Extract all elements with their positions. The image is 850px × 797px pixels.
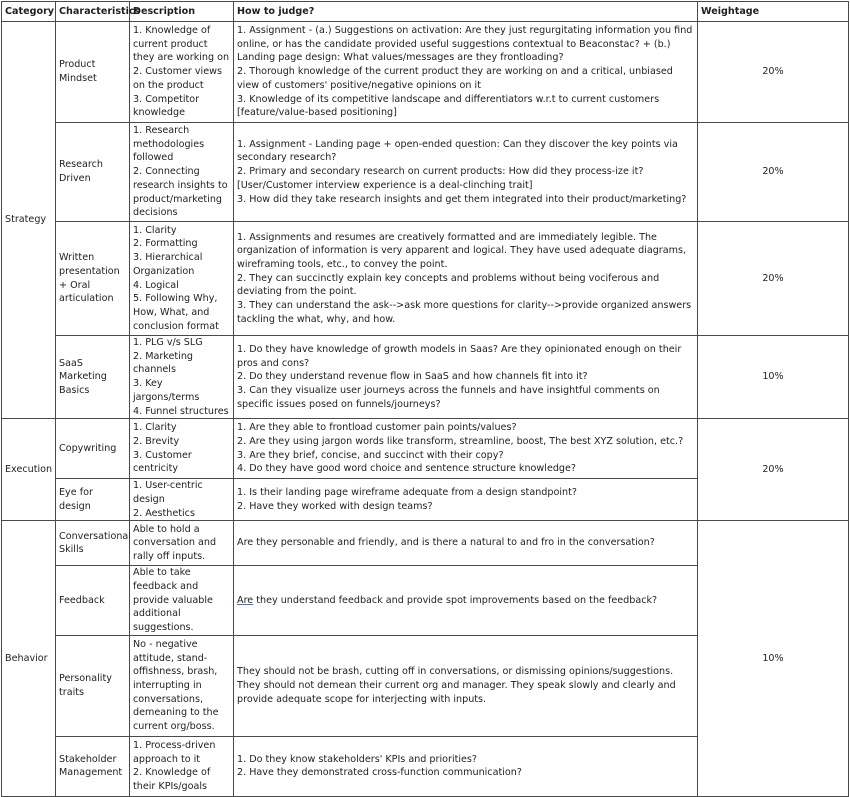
how-to-judge-cell: 1. Assignments and resumes are creatively formatted and are immediately legible. The organization of information is very apparent and logical. They have used adequate diagrams, wireframing tools, etc., to convey the point. 2. They can succinctly explain key concepts and problems without being vociferous and deviating from the point. 3. They can understand the ask-->ask more questions for clarity-->provide organized answers tackling the what, why, and how.	[234, 222, 698, 336]
spellcheck-flagged-word: Are	[237, 594, 254, 606]
evaluation-rubric-table	[1, 1, 849, 797]
weightage-cell: 10%	[698, 521, 849, 797]
header-description: Description	[130, 2, 234, 22]
description-cell: 1. Research methodologies followed 2. Connecting research insights to product/marketing decisions	[130, 123, 234, 222]
category-behavior: Behavior	[2, 521, 56, 797]
header-characteristics: Characteristics	[56, 2, 130, 22]
how-to-judge-cell: 1. Do they know stakeholders' KPIs and priorities? 2. Have they demonstrated cross-function communication?	[234, 736, 698, 796]
weightage-cell: 20%	[698, 222, 849, 336]
description-cell: Able to hold a conversation and rally off inputs.	[130, 521, 234, 566]
category-strategy: Strategy	[2, 22, 56, 419]
characteristic-cell: Stakeholder Management	[56, 736, 130, 796]
description-cell: 1. Clarity 2. Brevity 3. Customer centricity	[130, 419, 234, 479]
characteristic-cell: Conversational Skills	[56, 521, 130, 566]
header-row	[2, 2, 849, 22]
table-row	[2, 222, 849, 336]
header-how-to-judge: How to judge?	[234, 2, 698, 22]
table-row	[2, 419, 849, 479]
how-to-judge-cell: Are they personable and friendly, and is there a natural to and fro in the conversation?	[234, 521, 698, 566]
characteristic-cell: Product Mindset	[56, 22, 130, 123]
header-category: Category	[2, 2, 56, 22]
how-to-judge-cell: They should not be brash, cutting off in conversations, or dismissing opinions/suggestions. They should not demean their current org and manager. They speak slowly and clearly and provide adequate scope for interjecting with inputs.	[234, 635, 698, 736]
how-to-judge-cell: 1. Assignment - (a.) Suggestions on activation: Are they just regurgitating information you find online, or has the candidate provided useful suggestions contextual to Beaconstac? + (b.) Landing page design: What values/messages are they frontloading? 2. Thorough knowledge of the current product they are working on and a critical, unbiased view of customers' positive/negative opinions on it 3. Knowledge of its competitive landscape and differentiators w.r.t to current customers [feature/value-based positioning]	[234, 22, 698, 123]
characteristic-cell: Personality traits	[56, 635, 130, 736]
weightage-cell: 20%	[698, 419, 849, 521]
description-cell: 1. PLG v/s SLG 2. Marketing channels 3. Key jargons/terms 4. Funnel structures	[130, 336, 234, 419]
description-cell: 1. User-centric design 2. Aesthetics	[130, 479, 234, 521]
table-row	[2, 22, 849, 123]
characteristic-cell: Eye for design	[56, 479, 130, 521]
description-cell: 1. Clarity 2. Formatting 3. Hierarchical Organization 4. Logical 5. Following Why, How, What, and conclusion format	[130, 222, 234, 336]
description-cell: 1. Knowledge of current product they are working on 2. Customer views on the product 3. Competitor knowledge	[130, 22, 234, 123]
how-to-judge-cell: 1. Is their landing page wireframe adequate from a design standpoint? 2. Have they worked with design teams?	[234, 479, 698, 521]
weightage-cell: 20%	[698, 22, 849, 123]
description-cell: Able to take feedback and provide valuable additional suggestions.	[130, 566, 234, 636]
characteristic-cell: SaaS Marketing Basics	[56, 336, 130, 419]
how-to-judge-cell	[234, 566, 698, 636]
characteristic-cell: Feedback	[56, 566, 130, 636]
header-weightage: Weightage	[698, 2, 849, 22]
characteristic-cell: Written presentation + Oral articulation	[56, 222, 130, 336]
how-to-judge-cell: 1. Are they able to frontload customer pain points/values? 2. Are they using jargon words like transform, streamline, boost, The best XYZ solution, etc.? 3. Are they brief, concise, and succinct with their copy? 4. Do they have good word choice and sentence structure knowledge?	[234, 419, 698, 479]
how-to-judge-cell: 1. Do they have knowledge of growth models in Saas? Are they opinionated enough on their pros and cons? 2. Do they understand revenue flow in SaaS and how channels fit into it? 3. Can they visualize user journeys across the funnels and have insightful comments on specific issues posed on funnels/journeys?	[234, 336, 698, 419]
table-row	[2, 123, 849, 222]
description-cell: 1. Process-driven approach to it 2. Knowledge of their KPIs/goals	[130, 736, 234, 796]
characteristic-cell: Copywriting	[56, 419, 130, 479]
table-row	[2, 336, 849, 419]
category-execution: Execution	[2, 419, 56, 521]
how-to-judge-text: they understand feedback and provide spot improvements based on the feedback?	[253, 594, 658, 606]
characteristic-cell: Research Driven	[56, 123, 130, 222]
table-row	[2, 521, 849, 566]
weightage-cell: 20%	[698, 123, 849, 222]
weightage-cell: 10%	[698, 336, 849, 419]
how-to-judge-cell: 1. Assignment - Landing page + open-ended question: Can they discover the key points via secondary research? 2. Primary and secondary research on current products: How did they process-ize it? [User/Customer interview experience is a deal-clinching trait] 3. How did they take research insights and get them integrated into their product/marketing?	[234, 123, 698, 222]
description-cell: No - negative attitude, stand-offishness, brash, interrupting in conversations, demeaning to the current org/boss.	[130, 635, 234, 736]
